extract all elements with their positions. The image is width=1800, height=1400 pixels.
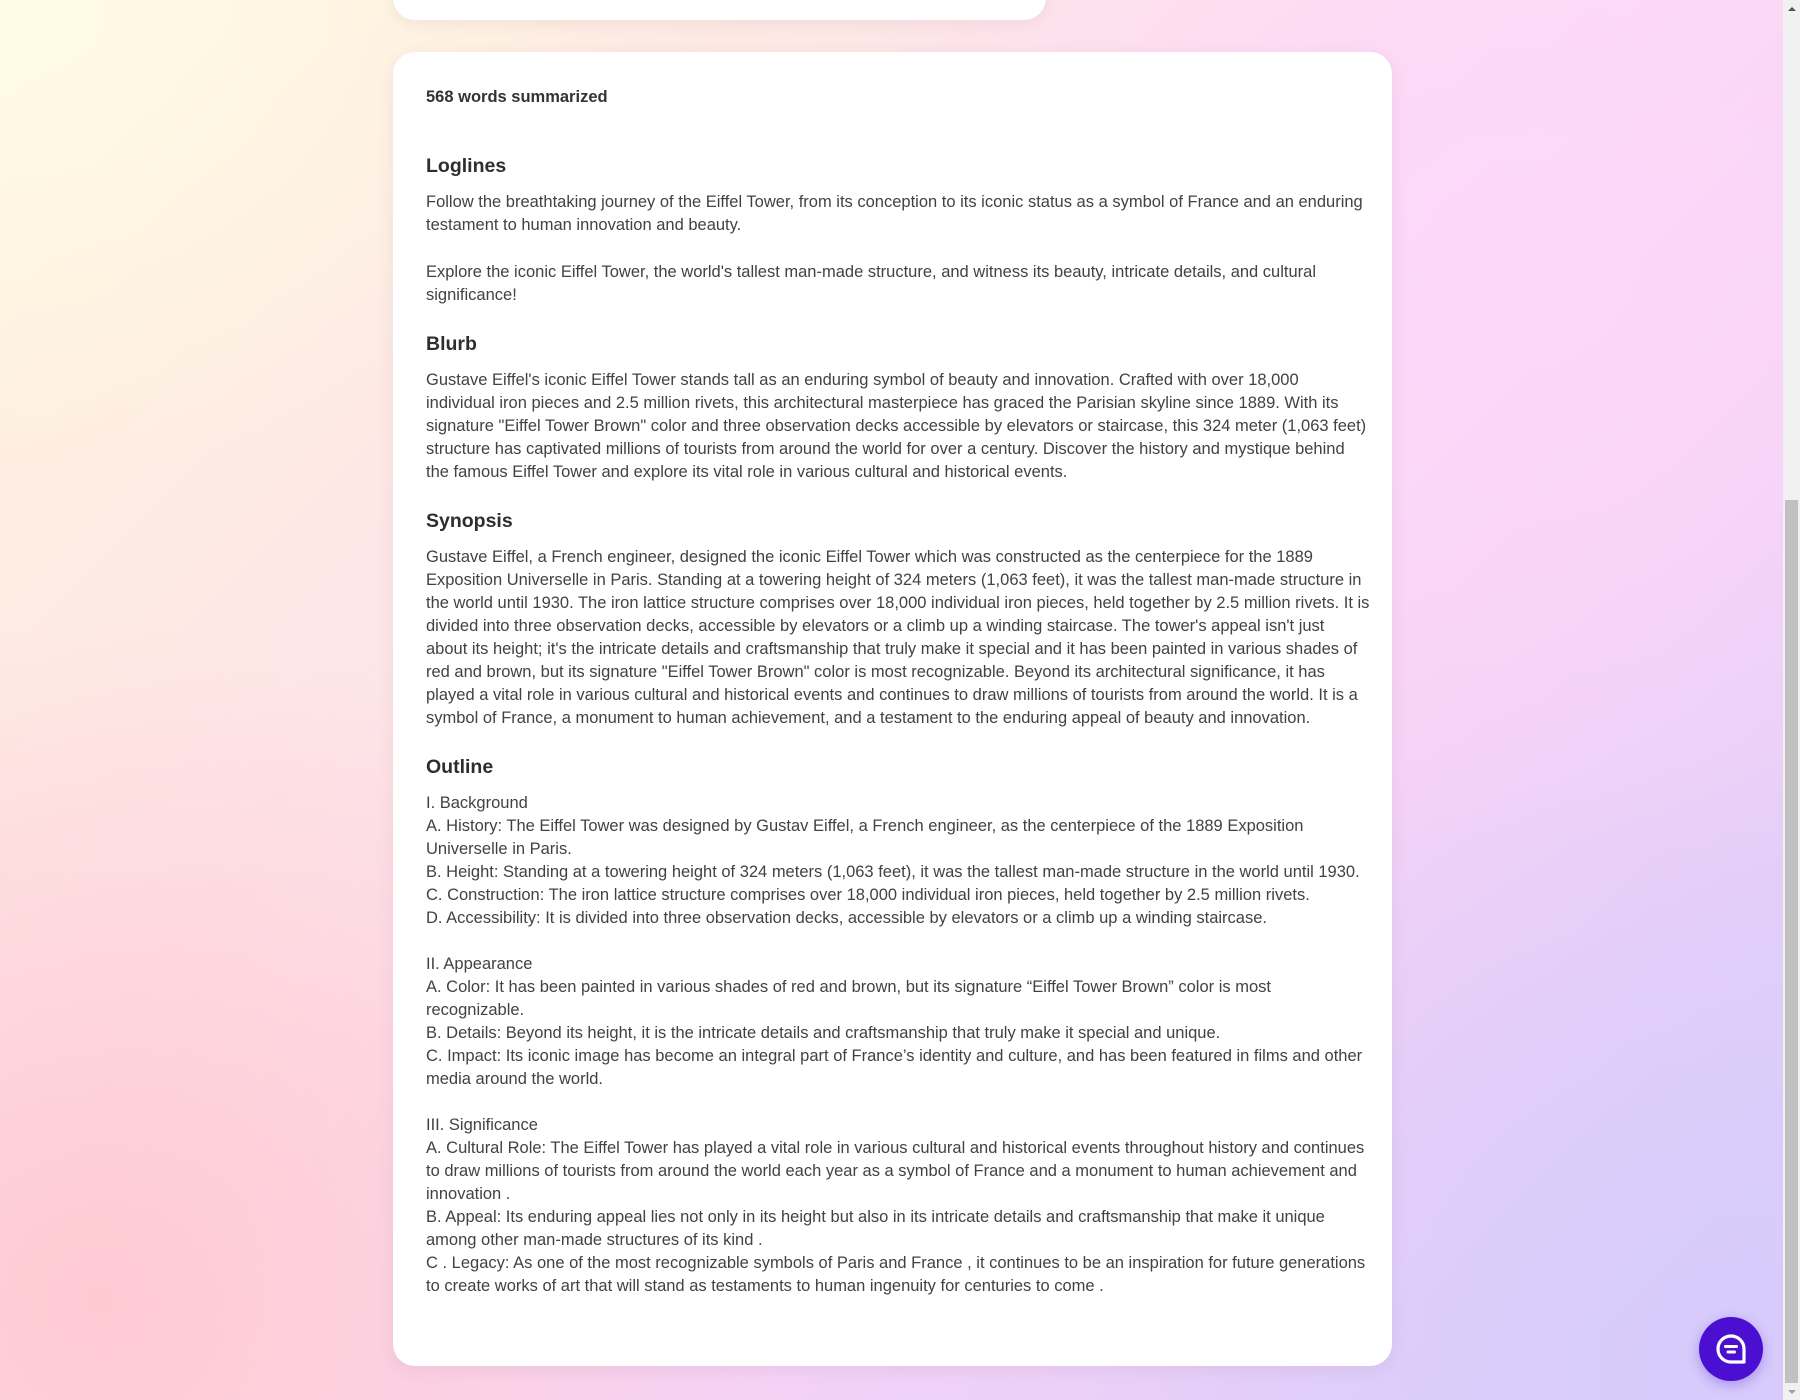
section-synopsis — [426, 508, 1370, 730]
arrow-up-icon — [1788, 7, 1796, 11]
logline-item: Follow the breathtaking journey of the Eiffel Tower, from its conception to its iconic status as a symbol of France and an enduring testament to human innovation and beauty. — [426, 193, 1363, 234]
outline-group-significance — [426, 1114, 1370, 1298]
logline-item: Explore the iconic Eiffel Tower, the world's tallest man-made structure, and witness its beauty, intricate details, and cultural significance! — [426, 263, 1317, 304]
outline-item: D. Accessibility: It is divided into three observation decks, accessible by elevators or a climb up a winding staircase. — [426, 909, 1267, 927]
section-blurb — [426, 331, 1370, 484]
outline-item: C. Impact: Its iconic image has become an integral part of France’s identity and culture, and has been featured in films and other media around the world. — [426, 1047, 1363, 1088]
outline-item: A. Cultural Role: The Eiffel Tower has played a vital role in various cultural and historical events throughout history and continues to draw millions of tourists from around the world each year as a symbol of France and a monument to human achievement and innovation . — [426, 1139, 1365, 1203]
word-count-label: 568 words summarized — [426, 88, 608, 106]
outline-item: A. History: The Eiffel Tower was designed by Gustav Eiffel, a French engineer, as the centerpiece of the 1889 Exposition Universelle in Paris. — [426, 817, 1304, 858]
previous-card — [393, 0, 1046, 20]
outline-item: A. Color: It has been painted in various shades of red and brown, but its signature “Eiffel Tower Brown” color is most recognizable. — [426, 978, 1271, 1019]
outline-item: C. Construction: The iron lattice structure comprises over 18,000 individual iron pieces, held together by 2.5 million rivets. — [426, 886, 1310, 904]
section-outline — [426, 754, 1370, 1298]
scrollbar-thumb[interactable] — [1785, 500, 1798, 1383]
outline-group-appearance — [426, 953, 1370, 1091]
outline-item: B. Details: Beyond its height, it is the intricate details and craftsmanship that truly make it special and unique. — [426, 1024, 1221, 1042]
blurb-text: Gustave Eiffel's iconic Eiffel Tower stands tall as an enduring symbol of beauty and innovation. Crafted with over 18,000 individual iron pieces and 2.5 million rivets, this architectural masterpiece has graced the Parisian skyline since 1889. With its signature "Eiffel Tower Brown" color and three observation decks accessible by elevators or staircase, this 324 meter (1,063 feet) structure has captivated millions of tourists from around the world for over a century. Discover the history and mystique behind the famous Eiffel Tower and explore its vital role in various cultural and historical events. — [426, 371, 1367, 481]
chat-bubble-icon — [1714, 1332, 1748, 1366]
vertical-scrollbar[interactable] — [1783, 0, 1800, 1400]
section-title-blurb: Blurb — [426, 333, 477, 355]
section-loglines — [426, 153, 1370, 307]
outline-heading: I. Background — [426, 794, 528, 812]
outline-heading: II. Appearance — [426, 955, 533, 973]
section-title-outline: Outline — [426, 756, 494, 778]
scroll-up-button[interactable] — [1783, 0, 1800, 17]
outline-item: B. Appeal: Its enduring appeal lies not only in its height but also in its intricate details and craftsmanship that make it unique among other man-made structures of its kind . — [426, 1208, 1325, 1249]
outline-item: B. Height: Standing at a towering height of 324 meters (1,063 feet), it was the tallest man-made structure in the world until 1930. — [426, 863, 1360, 881]
outline-item: C . Legacy: As one of the most recognizable symbols of Paris and France , it continues to be an inspiration for future generations to create works of art that will stand as testaments to human ingenuity for centuries to come . — [426, 1254, 1366, 1295]
outline-group-background — [426, 792, 1370, 930]
synopsis-text: Gustave Eiffel, a French engineer, designed the iconic Eiffel Tower which was constructed as the centerpiece for the 1889 Exposition Universelle in Paris. Standing at a towering height of 324 meters (1,063 feet), it was the tallest man-made structure in the world until 1930. The iron lattice structure comprises over 18,000 individual iron pieces, held together by 2.5 million rivets. It is divided into three observation decks, accessible by elevators or a climb up a winding staircase. The tower's appeal isn't just about its height; it's the intricate details and craftsmanship that truly make it special and it has been painted in various shades of red and brown, but its signature "Eiffel Tower Brown" color is most recognizable. Beyond its architectural significance, it has played a vital role in various cultural and historical events and continues to draw millions of tourists from around the world. It is a symbol of France, a monument to human achievement, and a testament to the enduring appeal of beauty and innovation. — [426, 548, 1370, 727]
chat-button[interactable] — [1699, 1317, 1763, 1381]
outline-heading: III. Significance — [426, 1116, 538, 1134]
scroll-down-button[interactable] — [1783, 1383, 1800, 1400]
summary-card — [393, 52, 1392, 1366]
section-title-loglines: Loglines — [426, 155, 507, 177]
section-title-synopsis: Synopsis — [426, 510, 513, 532]
arrow-down-icon — [1788, 1390, 1796, 1394]
